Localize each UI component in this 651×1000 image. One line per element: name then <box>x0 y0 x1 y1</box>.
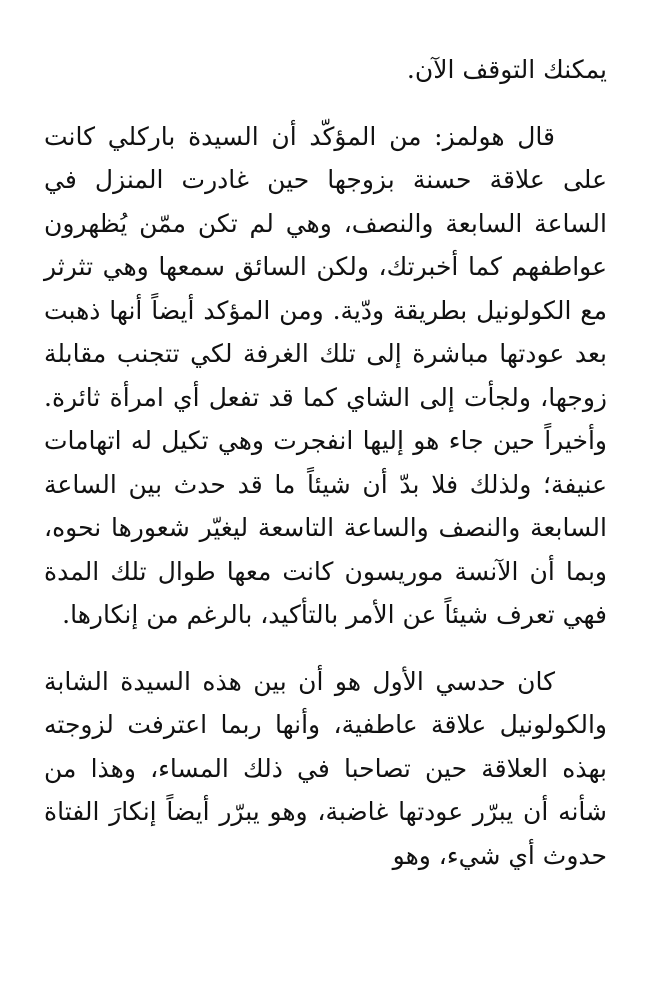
paragraph-1: يمكنك التوقف الآن. <box>406 55 607 84</box>
paragraph-2: قال هولمز: من المؤكّد أن السيدة باركلي كانت على علاقة حسنة بزوجها حين غادرت المنزل في الساعة السابعة والنصف، وهي لم تكن ممّن يُظهرون عواطفهم كما أخبرتك، ولكن السائق سمعها وهي تثرثر مع الكولونيل بطريقة ودّية. ومن المؤكد أيضاً أنها ذهبت بعد عودتها مباشرة إلى تلك الغرفة لكي تتجنب مقابلة زوجها، ولجأت إلى الشاي كما قد تفعل أي امرأة ثائرة. وأخيراً حين جاء هو إليها انفجرت وهي تكيل له اتهامات عنيفة؛ ولذلك فلا بدّ أن شيئاً ما قد حدث بين الساعة السابعة والنصف والساعة التاسعة ليغيّر شعورها نحوه، وبما أن الآنسة موريسون كانت معها طوال تلك المدة فهي تعرف شيئاً عن الأمر بالتأكيد، بالرغم من إنكارها. <box>44 121 607 629</box>
paragraph-3: كان حدسي الأول هو أن بين هذه السيدة الشابة والكولونيل علاقة عاطفية، وأنها ربما اعترفت لزوجته بهذه العلاقة حين تصاحبا في ذلك المساء، وهذا من شأنه أن يبرّر عودتها غاضبة، وهو يبرّر أيضاً إنكارَ الفتاة حدوث أي شيء، وهو <box>44 666 607 870</box>
